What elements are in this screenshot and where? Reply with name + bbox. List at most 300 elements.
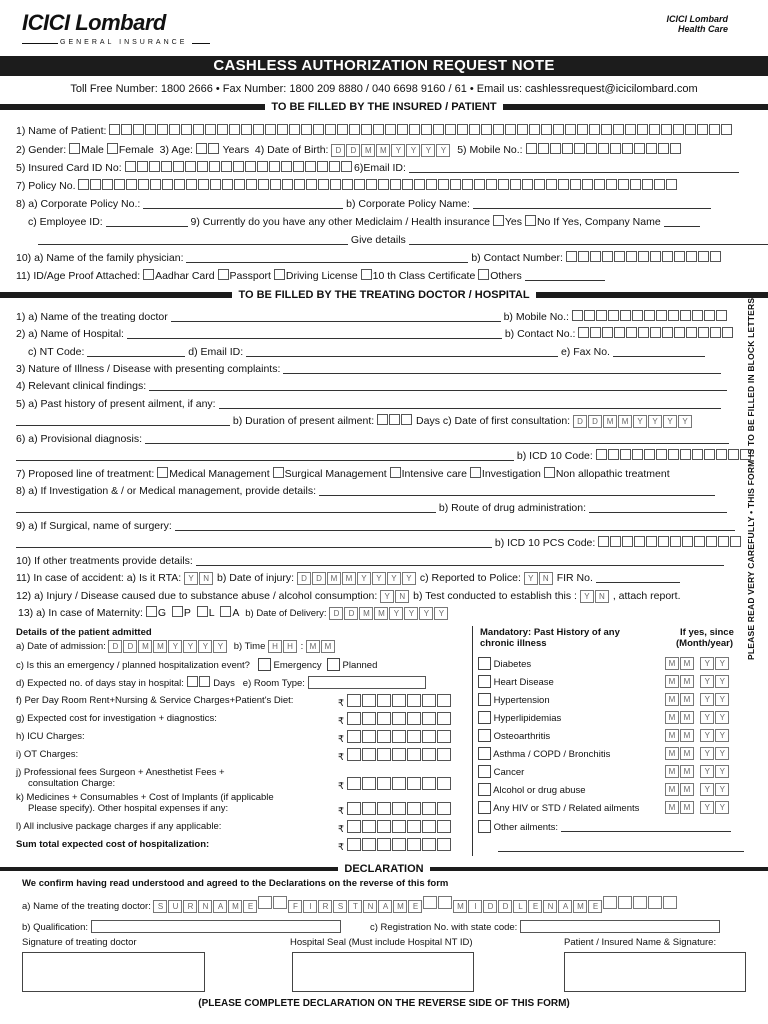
entry-box[interactable]	[673, 124, 684, 135]
entry-box[interactable]: Y	[648, 415, 662, 428]
entry-box[interactable]	[126, 179, 137, 190]
entry-box[interactable]	[121, 124, 132, 135]
entry-box[interactable]	[257, 161, 268, 172]
hospital-name-field[interactable]	[127, 328, 502, 339]
aadhar-checkbox[interactable]	[143, 269, 154, 280]
entry-box[interactable]	[137, 161, 148, 172]
amount-box[interactable]	[392, 802, 406, 815]
amount-box[interactable]	[347, 802, 361, 815]
entry-box[interactable]	[234, 179, 245, 190]
entry-box[interactable]	[414, 179, 425, 190]
entry-box[interactable]: Y	[419, 607, 433, 620]
entry-box[interactable]	[566, 251, 577, 262]
entry-box[interactable]	[613, 124, 624, 135]
entry-box[interactable]	[582, 179, 593, 190]
entry-box[interactable]	[610, 536, 621, 547]
entry-box[interactable]	[258, 179, 269, 190]
entry-box[interactable]	[656, 449, 667, 460]
entry-box[interactable]	[578, 327, 589, 338]
amount-box[interactable]	[347, 694, 361, 707]
entry-box[interactable]	[685, 124, 696, 135]
age-box[interactable]	[208, 143, 219, 154]
entry-box[interactable]	[670, 536, 681, 547]
entry-box[interactable]: M	[361, 144, 375, 157]
month-box[interactable]: M	[665, 765, 679, 778]
amount-box[interactable]	[392, 777, 406, 790]
entry-box[interactable]	[529, 124, 540, 135]
entry-box[interactable]: E	[408, 900, 422, 913]
entry-box[interactable]: Y	[434, 607, 448, 620]
entry-box[interactable]: M	[376, 144, 390, 157]
month-box[interactable]: M	[680, 711, 694, 724]
entry-box[interactable]	[265, 124, 276, 135]
entry-box[interactable]: R	[183, 900, 197, 913]
entry-box[interactable]	[474, 179, 485, 190]
entry-box[interactable]	[668, 310, 679, 321]
entry-box[interactable]	[670, 143, 681, 154]
entry-box[interactable]	[486, 179, 497, 190]
entry-box[interactable]	[658, 536, 669, 547]
entry-box[interactable]	[221, 161, 232, 172]
police-yes-box[interactable]: Y	[524, 572, 538, 585]
employee-id-field[interactable]	[106, 216, 188, 227]
entry-box[interactable]	[716, 310, 727, 321]
entry-box[interactable]: Y	[406, 144, 420, 157]
entry-box[interactable]	[721, 124, 732, 135]
amount-box[interactable]	[392, 730, 406, 743]
entry-box[interactable]	[574, 143, 585, 154]
entry-box[interactable]	[306, 179, 317, 190]
month-box[interactable]: M	[665, 801, 679, 814]
entry-box[interactable]	[680, 449, 691, 460]
give-details-field-1[interactable]	[38, 234, 348, 245]
entry-box[interactable]	[173, 161, 184, 172]
amount-box[interactable]	[347, 712, 361, 725]
no-checkbox[interactable]	[525, 215, 536, 226]
entry-box[interactable]	[421, 124, 432, 135]
corp-name-field[interactable]	[473, 198, 711, 209]
history-checkbox[interactable]	[478, 765, 491, 778]
entry-box[interactable]	[692, 449, 703, 460]
entry-box[interactable]	[606, 179, 617, 190]
entry-box[interactable]	[630, 179, 641, 190]
medical-checkbox[interactable]	[157, 467, 168, 478]
decl-doctor-boxes[interactable]	[153, 901, 678, 912]
entry-box[interactable]	[710, 251, 721, 262]
entry-box[interactable]: I	[468, 900, 482, 913]
amount-box[interactable]	[362, 694, 376, 707]
entry-box[interactable]	[438, 896, 452, 909]
entry-box[interactable]	[90, 179, 101, 190]
others-field[interactable]	[525, 270, 605, 281]
passport-checkbox[interactable]	[218, 269, 229, 280]
entry-box[interactable]: Y	[183, 640, 197, 653]
month-box[interactable]: M	[680, 765, 694, 778]
intensive-checkbox[interactable]	[390, 467, 401, 478]
entry-box[interactable]	[646, 143, 657, 154]
entry-box[interactable]: M	[153, 640, 167, 653]
entry-box[interactable]	[354, 179, 365, 190]
entry-box[interactable]	[663, 896, 677, 909]
delivery-date-boxes[interactable]	[329, 607, 449, 619]
entry-box[interactable]: S	[333, 900, 347, 913]
p-box[interactable]	[172, 606, 183, 617]
entry-box[interactable]	[133, 124, 144, 135]
history-checkbox[interactable]	[478, 711, 491, 724]
entry-box[interactable]	[697, 124, 708, 135]
entry-box[interactable]	[694, 536, 705, 547]
entry-box[interactable]	[622, 536, 633, 547]
entry-box[interactable]: Y	[389, 607, 403, 620]
entry-box[interactable]	[313, 124, 324, 135]
hour-box[interactable]: H	[268, 640, 282, 653]
corp-policy-field[interactable]	[143, 198, 343, 209]
non-allopathic-checkbox[interactable]	[544, 467, 555, 478]
year-box[interactable]: Y	[700, 693, 714, 706]
entry-box[interactable]	[397, 124, 408, 135]
entry-box[interactable]	[342, 179, 353, 190]
entry-box[interactable]	[674, 327, 685, 338]
entry-box[interactable]: Y	[404, 607, 418, 620]
dl-checkbox[interactable]	[274, 269, 285, 280]
entry-box[interactable]	[181, 124, 192, 135]
entry-box[interactable]	[634, 536, 645, 547]
clinical-field[interactable]	[149, 380, 727, 391]
year-box[interactable]: Y	[700, 765, 714, 778]
entry-box[interactable]	[602, 327, 613, 338]
history-checkbox[interactable]	[478, 729, 491, 742]
entry-box[interactable]	[716, 449, 727, 460]
amount-box[interactable]	[422, 730, 436, 743]
entry-box[interactable]	[584, 310, 595, 321]
month-box[interactable]: M	[665, 711, 679, 724]
entry-box[interactable]	[589, 124, 600, 135]
amount-box[interactable]	[362, 820, 376, 833]
month-box[interactable]: M	[665, 747, 679, 760]
entry-box[interactable]: I	[303, 900, 317, 913]
entry-box[interactable]	[654, 179, 665, 190]
registration-field[interactable]	[520, 920, 720, 933]
amount-box[interactable]	[347, 777, 361, 790]
entry-box[interactable]	[150, 179, 161, 190]
entry-box[interactable]	[618, 179, 629, 190]
amount-box[interactable]	[377, 838, 391, 851]
pcs-boxes[interactable]	[598, 537, 742, 549]
entry-box[interactable]	[686, 251, 697, 262]
entry-box[interactable]: D	[297, 572, 311, 585]
entry-box[interactable]	[590, 327, 601, 338]
amount-box[interactable]	[377, 748, 391, 761]
injury-date-boxes[interactable]	[297, 572, 417, 584]
entry-box[interactable]	[433, 124, 444, 135]
amount-box[interactable]	[377, 777, 391, 790]
entry-box[interactable]	[618, 896, 632, 909]
entry-box[interactable]	[193, 124, 204, 135]
entry-box[interactable]: Y	[391, 144, 405, 157]
patient-name-boxes[interactable]	[109, 125, 733, 137]
entry-box[interactable]: T	[348, 900, 362, 913]
entry-box[interactable]	[578, 251, 589, 262]
history-checkbox[interactable]	[478, 693, 491, 706]
patient-signature-box[interactable]	[564, 952, 746, 992]
amount-box[interactable]	[377, 820, 391, 833]
entry-box[interactable]: Y	[633, 415, 647, 428]
entry-box[interactable]	[722, 327, 733, 338]
amount-box[interactable]	[392, 748, 406, 761]
month-box[interactable]: M	[680, 801, 694, 814]
month-box[interactable]: M	[665, 657, 679, 670]
entry-box[interactable]	[305, 161, 316, 172]
month-box[interactable]: M	[665, 729, 679, 742]
amount-box[interactable]	[362, 712, 376, 725]
entry-box[interactable]	[626, 327, 637, 338]
month-box[interactable]: M	[680, 783, 694, 796]
entry-box[interactable]	[186, 179, 197, 190]
entry-box[interactable]	[650, 327, 661, 338]
entry-box[interactable]	[294, 179, 305, 190]
entry-box[interactable]: Y	[402, 572, 416, 585]
entry-box[interactable]	[174, 179, 185, 190]
entry-box[interactable]	[526, 143, 537, 154]
entry-box[interactable]	[638, 251, 649, 262]
amount-box[interactable]	[422, 694, 436, 707]
card-id-boxes[interactable]	[125, 162, 353, 174]
room-type-field[interactable]	[308, 676, 426, 689]
entry-box[interactable]	[282, 179, 293, 190]
entry-box[interactable]	[198, 179, 209, 190]
entry-box[interactable]	[269, 161, 280, 172]
entry-box[interactable]	[373, 124, 384, 135]
entry-box[interactable]: D	[329, 607, 343, 620]
female-checkbox[interactable]	[107, 143, 118, 154]
amount-box[interactable]	[437, 694, 451, 707]
test-no-box[interactable]: N	[595, 590, 609, 603]
emergency-checkbox[interactable]	[258, 658, 271, 671]
entry-box[interactable]	[601, 124, 612, 135]
diagnosis-field-2[interactable]	[16, 450, 514, 461]
past-history-field[interactable]	[219, 398, 721, 409]
first-consult-date[interactable]	[573, 415, 693, 427]
entry-box[interactable]	[632, 449, 643, 460]
rta-no-box[interactable]: N	[199, 572, 213, 585]
investigation-field-2[interactable]	[16, 502, 436, 513]
entry-box[interactable]	[710, 327, 721, 338]
entry-box[interactable]: Y	[357, 572, 371, 585]
entry-box[interactable]: M	[374, 607, 388, 620]
entry-box[interactable]: M	[573, 900, 587, 913]
entry-box[interactable]: D	[498, 900, 512, 913]
entry-box[interactable]: M	[327, 572, 341, 585]
entry-box[interactable]: D	[344, 607, 358, 620]
minute-box[interactable]: M	[321, 640, 335, 653]
entry-box[interactable]	[390, 179, 401, 190]
amount-box[interactable]	[407, 820, 421, 833]
amount-box[interactable]	[347, 838, 361, 851]
entry-box[interactable]	[109, 124, 120, 135]
entry-box[interactable]	[709, 124, 720, 135]
amount-box[interactable]	[347, 730, 361, 743]
entry-box[interactable]	[650, 251, 661, 262]
amount-box[interactable]	[407, 838, 421, 851]
entry-box[interactable]	[341, 161, 352, 172]
year-box[interactable]: Y	[700, 801, 714, 814]
amount-box[interactable]	[437, 730, 451, 743]
entry-box[interactable]	[493, 124, 504, 135]
entry-box[interactable]: Y	[198, 640, 212, 653]
entry-box[interactable]	[450, 179, 461, 190]
entry-box[interactable]	[289, 124, 300, 135]
entry-box[interactable]: Y	[387, 572, 401, 585]
entry-box[interactable]	[233, 161, 244, 172]
amount-box[interactable]	[407, 802, 421, 815]
amount-box[interactable]	[377, 802, 391, 815]
entry-box[interactable]	[402, 179, 413, 190]
entry-box[interactable]	[510, 179, 521, 190]
entry-box[interactable]: D	[573, 415, 587, 428]
stay-box[interactable]	[199, 676, 210, 687]
nt-code-field[interactable]	[87, 346, 185, 357]
month-box[interactable]: M	[680, 657, 694, 670]
entry-box[interactable]	[648, 896, 662, 909]
entry-box[interactable]	[686, 327, 697, 338]
entry-box[interactable]: L	[513, 900, 527, 913]
icd-boxes[interactable]	[596, 450, 752, 462]
entry-box[interactable]	[638, 327, 649, 338]
entry-box[interactable]	[577, 124, 588, 135]
entry-box[interactable]	[622, 143, 633, 154]
entry-box[interactable]	[102, 179, 113, 190]
entry-box[interactable]	[330, 179, 341, 190]
doctor-email-field[interactable]	[246, 346, 558, 357]
entry-box[interactable]	[481, 124, 492, 135]
entry-box[interactable]	[633, 896, 647, 909]
entry-box[interactable]	[562, 143, 573, 154]
history-checkbox[interactable]	[478, 747, 491, 760]
a-box[interactable]	[220, 606, 231, 617]
entry-box[interactable]	[680, 310, 691, 321]
entry-box[interactable]: Y	[421, 144, 435, 157]
entry-box[interactable]	[329, 161, 340, 172]
entry-box[interactable]	[361, 124, 372, 135]
entry-box[interactable]	[161, 161, 172, 172]
entry-box[interactable]	[273, 896, 287, 909]
entry-box[interactable]	[426, 179, 437, 190]
other-ailments-field[interactable]	[561, 821, 731, 832]
other-ailments-checkbox[interactable]	[478, 820, 491, 833]
amount-box[interactable]	[362, 730, 376, 743]
admission-date-boxes[interactable]	[108, 641, 228, 652]
entry-box[interactable]	[258, 896, 272, 909]
entry-box[interactable]: Y	[168, 640, 182, 653]
entry-box[interactable]	[658, 143, 669, 154]
amount-box[interactable]	[422, 820, 436, 833]
entry-box[interactable]	[730, 536, 741, 547]
entry-box[interactable]: N	[543, 900, 557, 913]
amount-box[interactable]	[377, 730, 391, 743]
amount-box[interactable]	[437, 777, 451, 790]
amount-box[interactable]	[407, 748, 421, 761]
entry-box[interactable]: A	[378, 900, 392, 913]
entry-box[interactable]	[538, 143, 549, 154]
year-box[interactable]: Y	[715, 801, 729, 814]
amount-box[interactable]	[392, 838, 406, 851]
entry-box[interactable]: M	[138, 640, 152, 653]
entry-box[interactable]	[149, 161, 160, 172]
entry-box[interactable]	[682, 536, 693, 547]
entry-box[interactable]	[674, 251, 685, 262]
amount-box[interactable]	[347, 748, 361, 761]
month-box[interactable]: M	[680, 729, 694, 742]
entry-box[interactable]: Y	[678, 415, 692, 428]
entry-box[interactable]	[162, 179, 173, 190]
amount-box[interactable]	[422, 712, 436, 725]
entry-box[interactable]	[409, 124, 420, 135]
entry-box[interactable]	[692, 310, 703, 321]
entry-box[interactable]	[222, 179, 233, 190]
entry-box[interactable]	[317, 161, 328, 172]
amount-box[interactable]	[422, 748, 436, 761]
entry-box[interactable]	[505, 124, 516, 135]
history-checkbox[interactable]	[478, 657, 491, 670]
entry-box[interactable]	[596, 310, 607, 321]
entry-box[interactable]	[662, 251, 673, 262]
duration-box[interactable]	[401, 414, 412, 425]
year-box[interactable]: Y	[700, 783, 714, 796]
l-box[interactable]	[197, 606, 208, 617]
entry-box[interactable]	[438, 179, 449, 190]
entry-box[interactable]: M	[618, 415, 632, 428]
entry-box[interactable]	[217, 124, 228, 135]
amount-box[interactable]	[437, 838, 451, 851]
entry-box[interactable]	[498, 179, 509, 190]
entry-box[interactable]	[205, 124, 216, 135]
past-history-field-2[interactable]	[16, 415, 230, 426]
entry-box[interactable]	[138, 179, 149, 190]
month-box[interactable]: M	[680, 675, 694, 688]
entry-box[interactable]	[590, 251, 601, 262]
entry-box[interactable]	[78, 179, 89, 190]
entry-box[interactable]: D	[588, 415, 602, 428]
stay-box[interactable]	[187, 676, 198, 687]
entry-box[interactable]	[644, 449, 655, 460]
entry-box[interactable]	[145, 124, 156, 135]
entry-box[interactable]	[366, 179, 377, 190]
entry-box[interactable]: U	[168, 900, 182, 913]
entry-box[interactable]: D	[483, 900, 497, 913]
entry-box[interactable]: M	[393, 900, 407, 913]
entry-box[interactable]: A	[558, 900, 572, 913]
entry-box[interactable]	[626, 251, 637, 262]
entry-box[interactable]: Y	[436, 144, 450, 157]
other-treatment-field[interactable]	[196, 555, 724, 566]
tenth-checkbox[interactable]	[361, 269, 372, 280]
entry-box[interactable]	[550, 143, 561, 154]
entry-box[interactable]	[462, 179, 473, 190]
entry-box[interactable]	[704, 310, 715, 321]
entry-box[interactable]: Y	[663, 415, 677, 428]
entry-box[interactable]	[197, 161, 208, 172]
entry-box[interactable]	[245, 161, 256, 172]
entry-box[interactable]	[253, 124, 264, 135]
entry-box[interactable]	[666, 179, 677, 190]
entry-box[interactable]	[598, 536, 609, 547]
entry-box[interactable]	[649, 124, 660, 135]
entry-box[interactable]: R	[318, 900, 332, 913]
amount-box[interactable]	[422, 777, 436, 790]
entry-box[interactable]	[614, 251, 625, 262]
amount-box[interactable]	[437, 802, 451, 815]
fir-field[interactable]	[596, 572, 680, 583]
